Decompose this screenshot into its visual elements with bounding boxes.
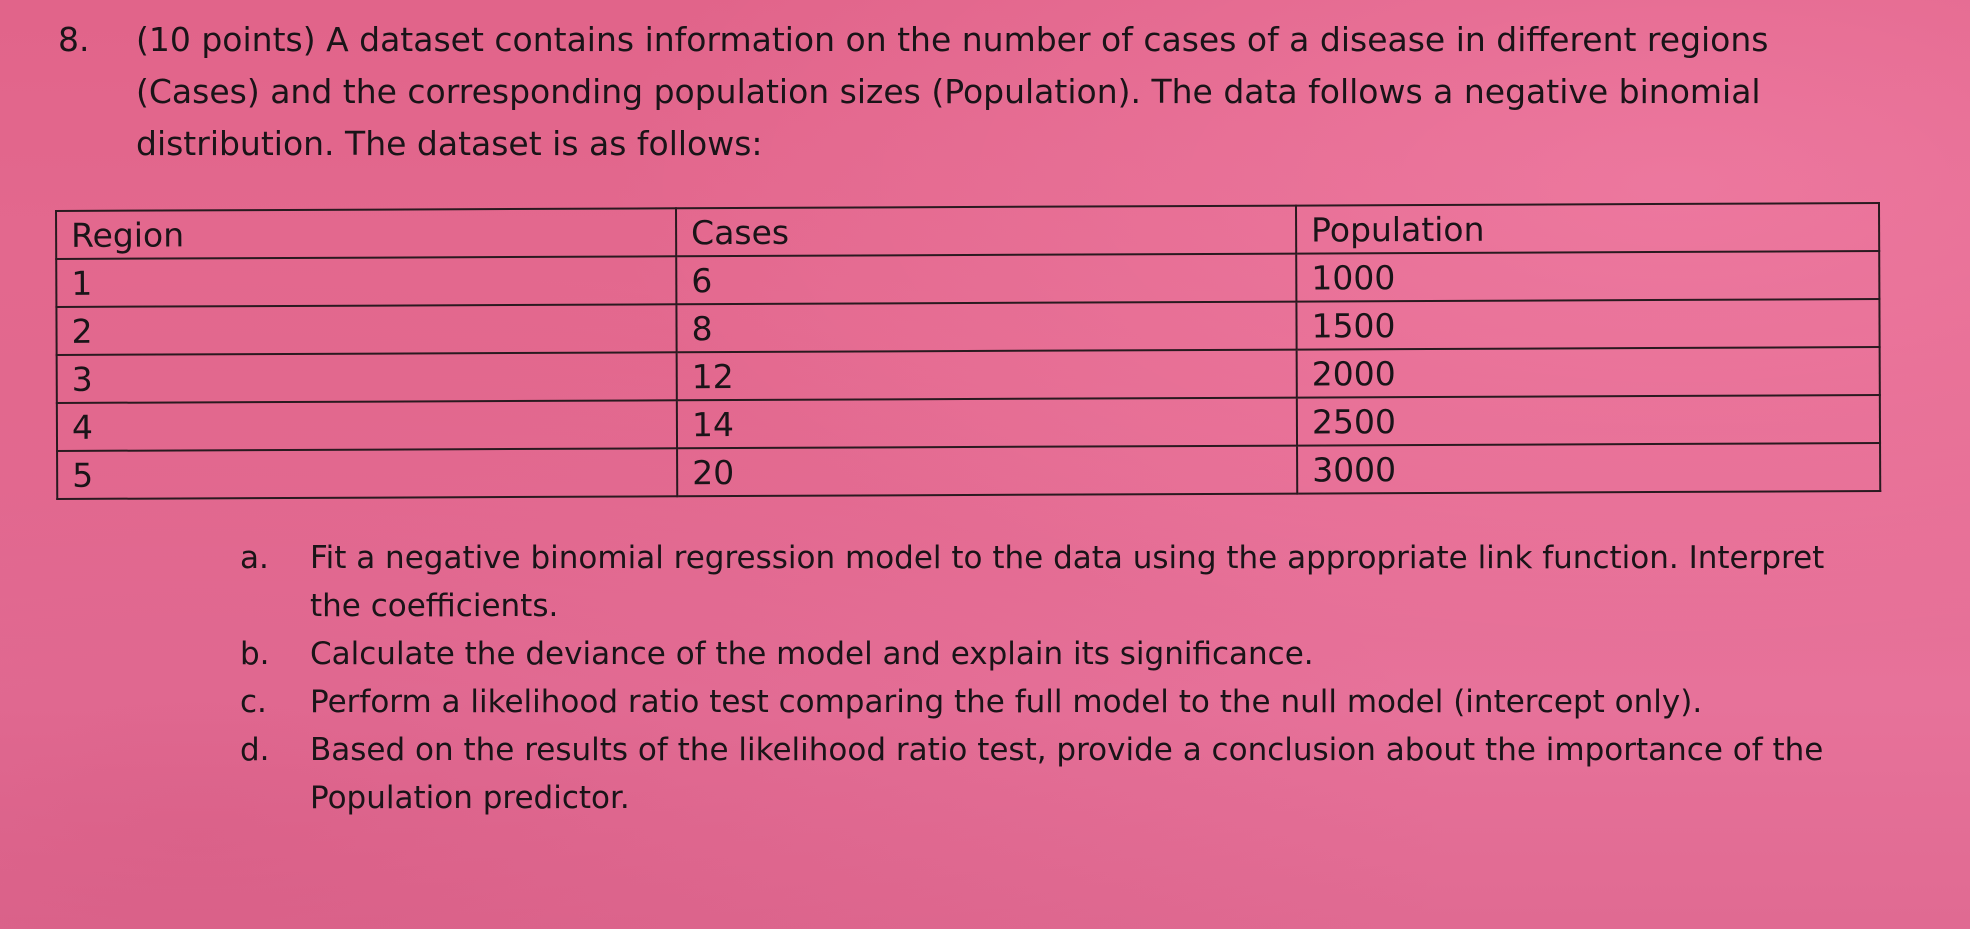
cell-region: 3	[57, 352, 677, 403]
question-number: 8.	[58, 20, 90, 59]
cell-cases: 8	[676, 302, 1296, 353]
cell-population: 2500	[1297, 395, 1880, 446]
header-cases: Cases	[676, 206, 1296, 257]
cell-region: 2	[56, 304, 676, 355]
cell-cases: 6	[676, 254, 1296, 305]
cell-region: 4	[57, 400, 677, 451]
cell-region: 1	[56, 256, 676, 307]
table-row	[57, 443, 1880, 499]
table-row	[57, 395, 1880, 451]
part-text: Fit a negative binomial regression model to the data using the appropriate link function. Interpret the coefficients.	[310, 540, 1825, 624]
header-region: Region	[56, 208, 676, 259]
part-label: c.	[240, 684, 267, 720]
part-d	[240, 726, 1880, 822]
part-b	[240, 630, 1880, 678]
table-row	[56, 251, 1879, 307]
part-a	[240, 534, 1880, 630]
cell-population: 1500	[1296, 299, 1879, 350]
table-header-row	[56, 203, 1879, 259]
part-c	[240, 678, 1880, 726]
question-text: (10 points) A dataset contains information on the number of cases of a disease in different regions (Cases) and the corresponding population sizes (Population). The data follows a negative binomial distribution. The dataset is as follows:	[136, 20, 1769, 163]
cell-region: 5	[57, 448, 677, 499]
question-parts	[240, 534, 1880, 822]
table-row	[56, 299, 1879, 355]
cell-population: 2000	[1297, 347, 1880, 398]
header-population: Population	[1296, 203, 1879, 254]
cell-cases: 14	[677, 398, 1297, 449]
part-label: a.	[240, 540, 269, 576]
cell-population: 1000	[1296, 251, 1879, 302]
cell-cases: 20	[677, 446, 1297, 497]
part-text: Calculate the deviance of the model and explain its significance.	[310, 636, 1314, 672]
part-text: Based on the results of the likelihood ratio test, provide a conclusion about the importance of the Population predictor.	[310, 732, 1824, 816]
dataset-table	[55, 202, 1881, 500]
part-label: d.	[240, 732, 270, 768]
table-row	[57, 347, 1880, 403]
part-label: b.	[240, 636, 270, 672]
cell-population: 3000	[1297, 443, 1880, 494]
part-text: Perform a likelihood ratio test comparing the full model to the null model (intercept only).	[310, 684, 1703, 720]
cell-cases: 12	[677, 350, 1297, 401]
